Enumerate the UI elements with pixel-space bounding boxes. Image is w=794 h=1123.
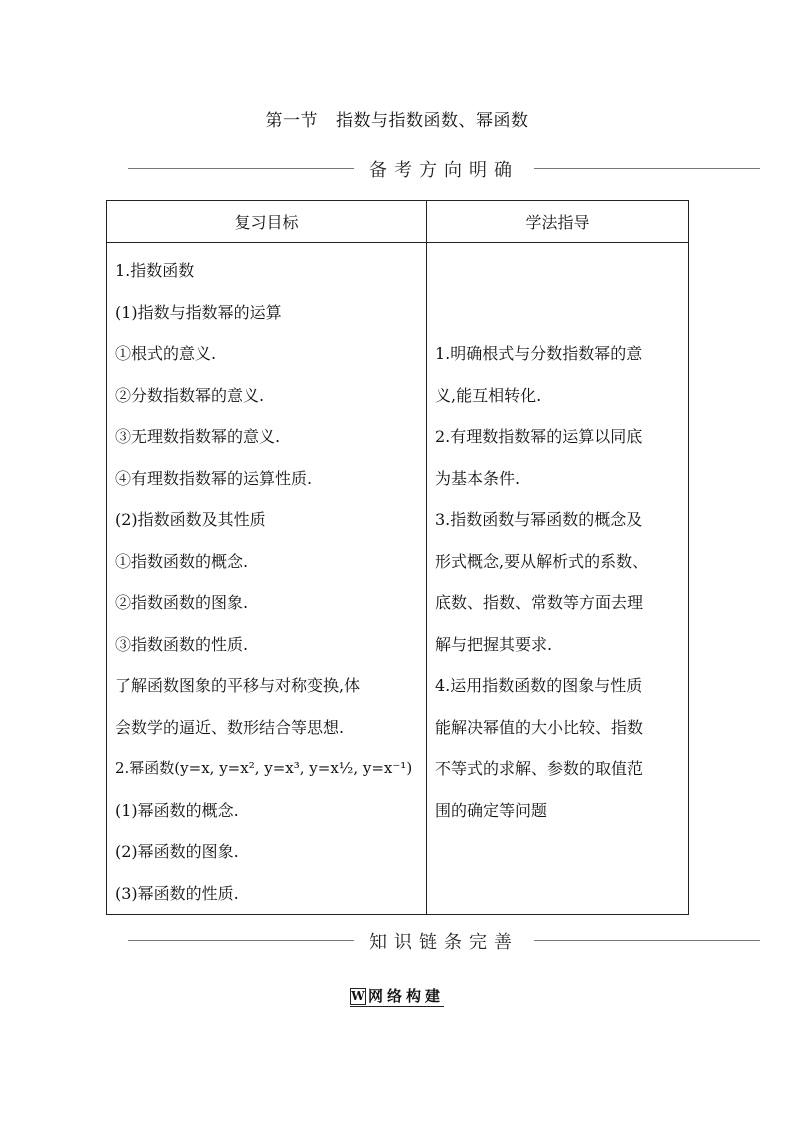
section-number: 第一节 xyxy=(265,111,318,131)
w-logo-icon: W xyxy=(351,989,365,1003)
goal-line: ③指数函数的性质. xyxy=(115,634,249,654)
guide-line: 围的确定等问题 xyxy=(435,800,548,820)
guide-line: 4.运用指数函数的图象与性质 xyxy=(435,676,643,695)
network-label: 网络构建 xyxy=(367,987,444,1005)
page-title xyxy=(0,106,794,131)
guide-line: 义,能互相转化. xyxy=(435,385,542,405)
section-title: 指数与指数函数、幂函数 xyxy=(336,111,529,131)
goal-line: ②指数函数的图象. xyxy=(115,593,249,612)
section-banner-knowledge xyxy=(128,926,760,956)
divider-left xyxy=(128,940,354,941)
goal-line: ②分数指数幂的意义. xyxy=(115,385,265,405)
header-study-guide: 学法指导 xyxy=(427,201,689,243)
goal-line: ④有理数指数幂的运算性质. xyxy=(115,468,313,488)
goal-line: 1.指数函数 xyxy=(115,261,195,280)
divider-right xyxy=(534,168,760,169)
banner-text: 知识链条完善 xyxy=(369,932,519,953)
guide-line: 形式概念,要从解析式的系数、 xyxy=(435,551,649,571)
goal-line: (2)幂函数的图象. xyxy=(115,842,239,861)
review-table xyxy=(106,200,689,915)
goal-line: ③无理数指数幂的意义. xyxy=(115,427,281,446)
goal-line: (2)指数函数及其性质 xyxy=(115,510,266,529)
divider-left xyxy=(128,168,354,169)
banner-text: 备考方向明确 xyxy=(369,160,519,181)
goal-line: (1)幂函数的概念. xyxy=(115,800,239,820)
goal-line: ①指数函数的概念. xyxy=(115,551,249,571)
goal-line-power-functions: 2.幂函数(y=x, y=x², y=x³, y=x½, y=x⁻¹) xyxy=(115,759,413,777)
guide-line: 不等式的求解、参数的取值范 xyxy=(435,759,644,778)
goal-line: (3)幂函数的性质. xyxy=(115,883,239,903)
section-banner-prep xyxy=(128,154,760,184)
study-guide-cell xyxy=(427,243,689,915)
guide-line: 为基本条件. xyxy=(435,468,521,488)
review-goals-cell xyxy=(107,243,427,915)
goal-line: (1)指数与指数幂的运算 xyxy=(115,302,282,322)
guide-line: 1.明确根式与分数指数幂的意 xyxy=(435,344,643,363)
guide-line: 3.指数函数与幂函数的概念及 xyxy=(435,510,643,529)
goal-line: ①根式的意义. xyxy=(115,344,217,363)
guide-line: 解与把握其要求. xyxy=(435,634,553,654)
divider-right xyxy=(534,940,760,941)
header-review-goals: 复习目标 xyxy=(107,201,427,243)
guide-line: 2.有理数指数幂的运算以同底 xyxy=(435,427,643,446)
goal-line: 会数学的逼近、数形结合等思想. xyxy=(115,717,345,737)
guide-line: 能解决幂值的大小比较、指数 xyxy=(435,717,644,737)
network-heading xyxy=(0,985,794,1006)
guide-line: 底数、指数、常数等方面去理 xyxy=(435,593,644,612)
goal-line: 了解函数图象的平移与对称变换,体 xyxy=(115,676,361,695)
